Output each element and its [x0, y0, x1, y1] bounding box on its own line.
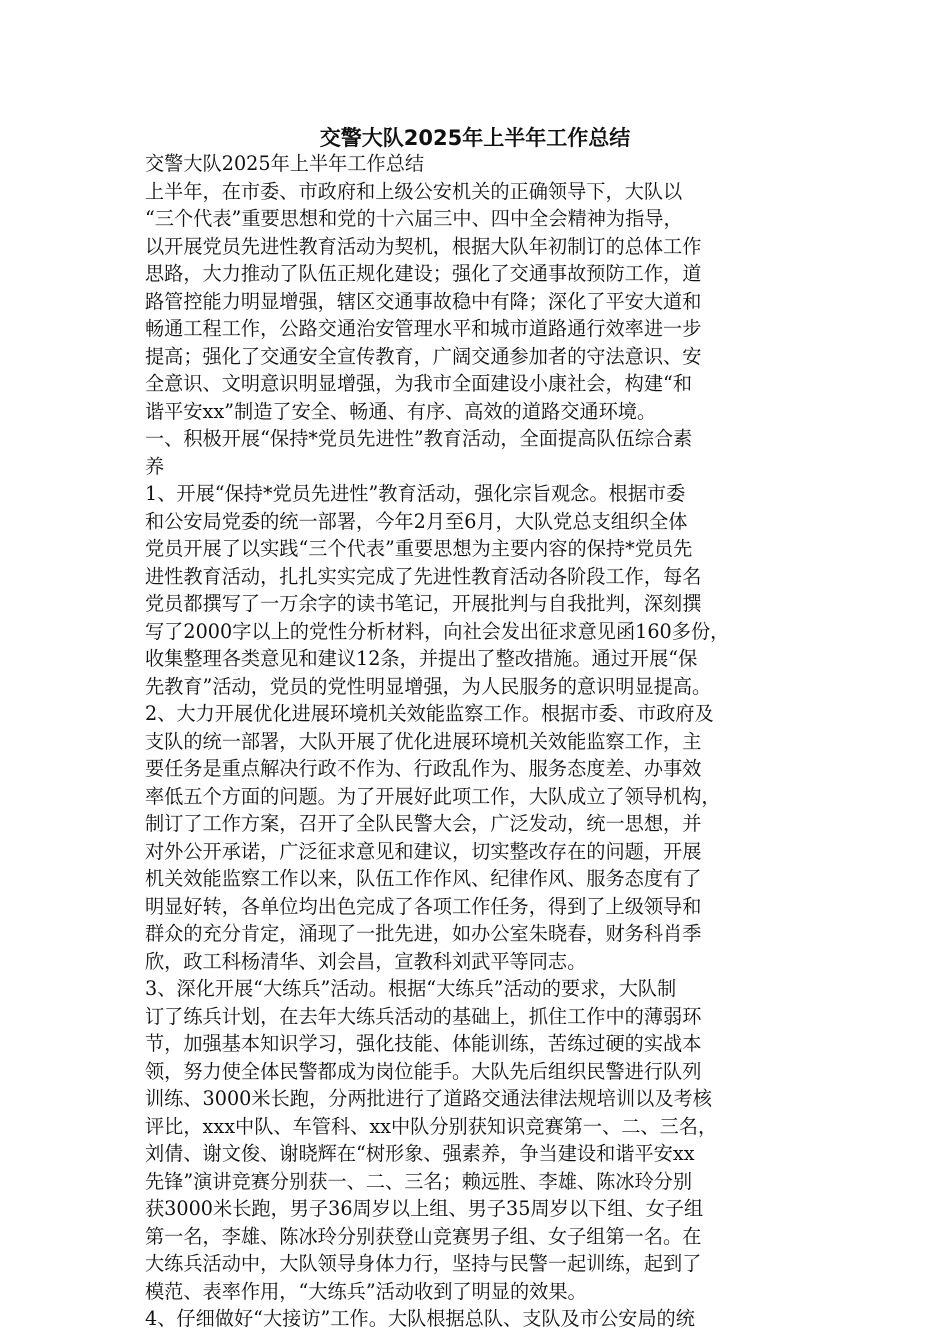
paragraph-line: 提高；强化了交通安全宣传教育，广阔交通参加者的守法意识、安 [145, 344, 702, 368]
paragraph-line: 以开展党员先进性教育活动为契机，根据大队年初制订的总体工作 [145, 234, 702, 258]
paragraph-line: 支队的统一部署，大队开展了优化进展环境机关效能监察工作，主 [145, 729, 702, 753]
paragraph-line: 先教育”活动，党员的党性明显增强，为人民服务的意识明显提高。 [145, 674, 712, 698]
paragraph-line: 领，努力使全体民警都成为岗位能手。大队先后组织民警进行队列 [145, 1059, 702, 1083]
paragraph-line: 机关效能监察工作以来，队伍工作作风、纪律作风、服务态度有了 [145, 867, 702, 890]
paragraph-line: 3、深化开展“大练兵”活动。根据“大练兵”活动的要求，大队制 [145, 977, 677, 1000]
paragraph-line: 交警大队2025年上半年工作总结 [145, 152, 425, 175]
paragraph-line: 刘倩、谢文俊、谢晓辉在“树形象、强素养，争当建设和谐平安xx [145, 1142, 695, 1165]
paragraph-line: 先锋”演讲竞赛分别获一、二、三名；赖远胜、李雄、陈冰玲分别 [145, 1169, 693, 1193]
paragraph-line: 写了2000字以上的党性分析材料，向社会发出征求意见函160多份， [145, 619, 730, 643]
paragraph-line: 模范、表率作用，“大练兵”活动收到了明显的效果。 [145, 1279, 587, 1303]
paragraph-line: 畅通工程工作，公路交通治安管理水平和城市道路通行效率进一步 [145, 317, 702, 340]
paragraph-line: 谐平安xx”制造了安全、畅通、有序、高效的道路交通环境。 [145, 399, 657, 423]
paragraph-line: “三个代表”重要思想和党的十六届三中、四中全会精神为指导， [145, 207, 683, 230]
paragraph-line: 对外公开承诺，广泛征求意见和建议，切实整改存在的问题，开展 [145, 839, 702, 863]
document-body [145, 150, 810, 1333]
paragraph-line: 订了练兵计划，在去年大练兵活动的基础上，抓住工作中的薄弱环 [145, 1004, 702, 1028]
paragraph-line: 养 [145, 454, 165, 478]
paragraph-line: 率低五个方面的问题。为了开展好此项工作，大队成立了领导机构， [145, 784, 721, 808]
paragraph-line: 路管控能力明显增强，辖区交通事故稳中有降；深化了平安大道和 [145, 289, 702, 313]
paragraph-line: 一、积极开展“保持*党员先进性”教育活动，全面提高队伍综合素 [145, 427, 693, 450]
paragraph-line: 上半年，在市委、市政府和上级公安机关的正确领导下，大队以 [145, 179, 683, 203]
document-title: 交警大队2025年上半年工作总结 [319, 126, 631, 150]
paragraph-line: 收集整理各类意见和建议12条，并提出了整改措施。通过开展“保 [145, 647, 698, 670]
paragraph-line: 评比，xxx中队、车管科、xx中队分别获知识竞赛第一、二、三名， [145, 1114, 718, 1138]
paragraph-line: 第一名，李雄、陈冰玲分别获登山竞赛男子组、女子组第一名。在 [145, 1224, 702, 1248]
paragraph-line: 全意识、文明意识明显增强，为我市全面建设小康社会，构建“和 [145, 372, 693, 395]
paragraph-line: 节，加强基本知识学习，强化技能、体能训练，苦练过硬的实战本 [145, 1032, 702, 1055]
paragraph-line: 群众的充分肯定，涌现了一批先进，如办公室朱晓春，财务科肖季 [145, 922, 702, 945]
paragraph-line: 训练、3000米长跑，分两批进行了道路交通法律法规培训以及考核 [145, 1087, 712, 1110]
paragraph-line: 思路，大力推动了队伍正规化建设；强化了交通事故预防工作，道 [145, 262, 702, 285]
paragraph-line: 1、开展“保持*党员先进性”教育活动，强化宗旨观念。根据市委 [145, 482, 686, 505]
paragraph-line: 大练兵活动中，大队领导身体力行，坚持与民警一起训练，起到了 [145, 1252, 702, 1275]
paragraph-line: 欣，政工科杨清华、刘会昌，宣教科刘武平等同志。 [145, 949, 587, 973]
paragraph-line: 党员开展了以实践“三个代表”重要思想为主要内容的保持*党员先 [145, 537, 693, 560]
paragraph-line: 明显好转，各单位均出色完成了各项工作任务，得到了上级领导和 [145, 894, 702, 918]
paragraph-line: 4、仔细做好“大接访”工作。大队根据总队、支队及市公安局的统 [145, 1307, 695, 1330]
paragraph-line: 获3000米长跑，男子36周岁以上组、男子35周岁以下组、女子组 [145, 1197, 704, 1220]
paragraph-line: 进性教育活动，扎扎实实完成了先进性教育活动各阶段工作，每名 [145, 564, 702, 588]
paragraph-line: 2、大力开展优化进展环境机关效能监察工作。根据市委、市政府及 [145, 702, 714, 725]
paragraph-line: 要任务是重点解决行政不作为、行政乱作为、服务态度差、办事效 [145, 757, 702, 780]
paragraph-line: 党员都撰写了一万余字的读书笔记，开展批判与自我批判，深刻撰 [145, 592, 702, 615]
paragraph-line: 制订了工作方案，召开了全队民警大会，广泛发动，统一思想，并 [145, 812, 702, 835]
paragraph-line: 和公安局党委的统一部署，今年2月至6月，大队党总支组织全体 [145, 509, 688, 533]
